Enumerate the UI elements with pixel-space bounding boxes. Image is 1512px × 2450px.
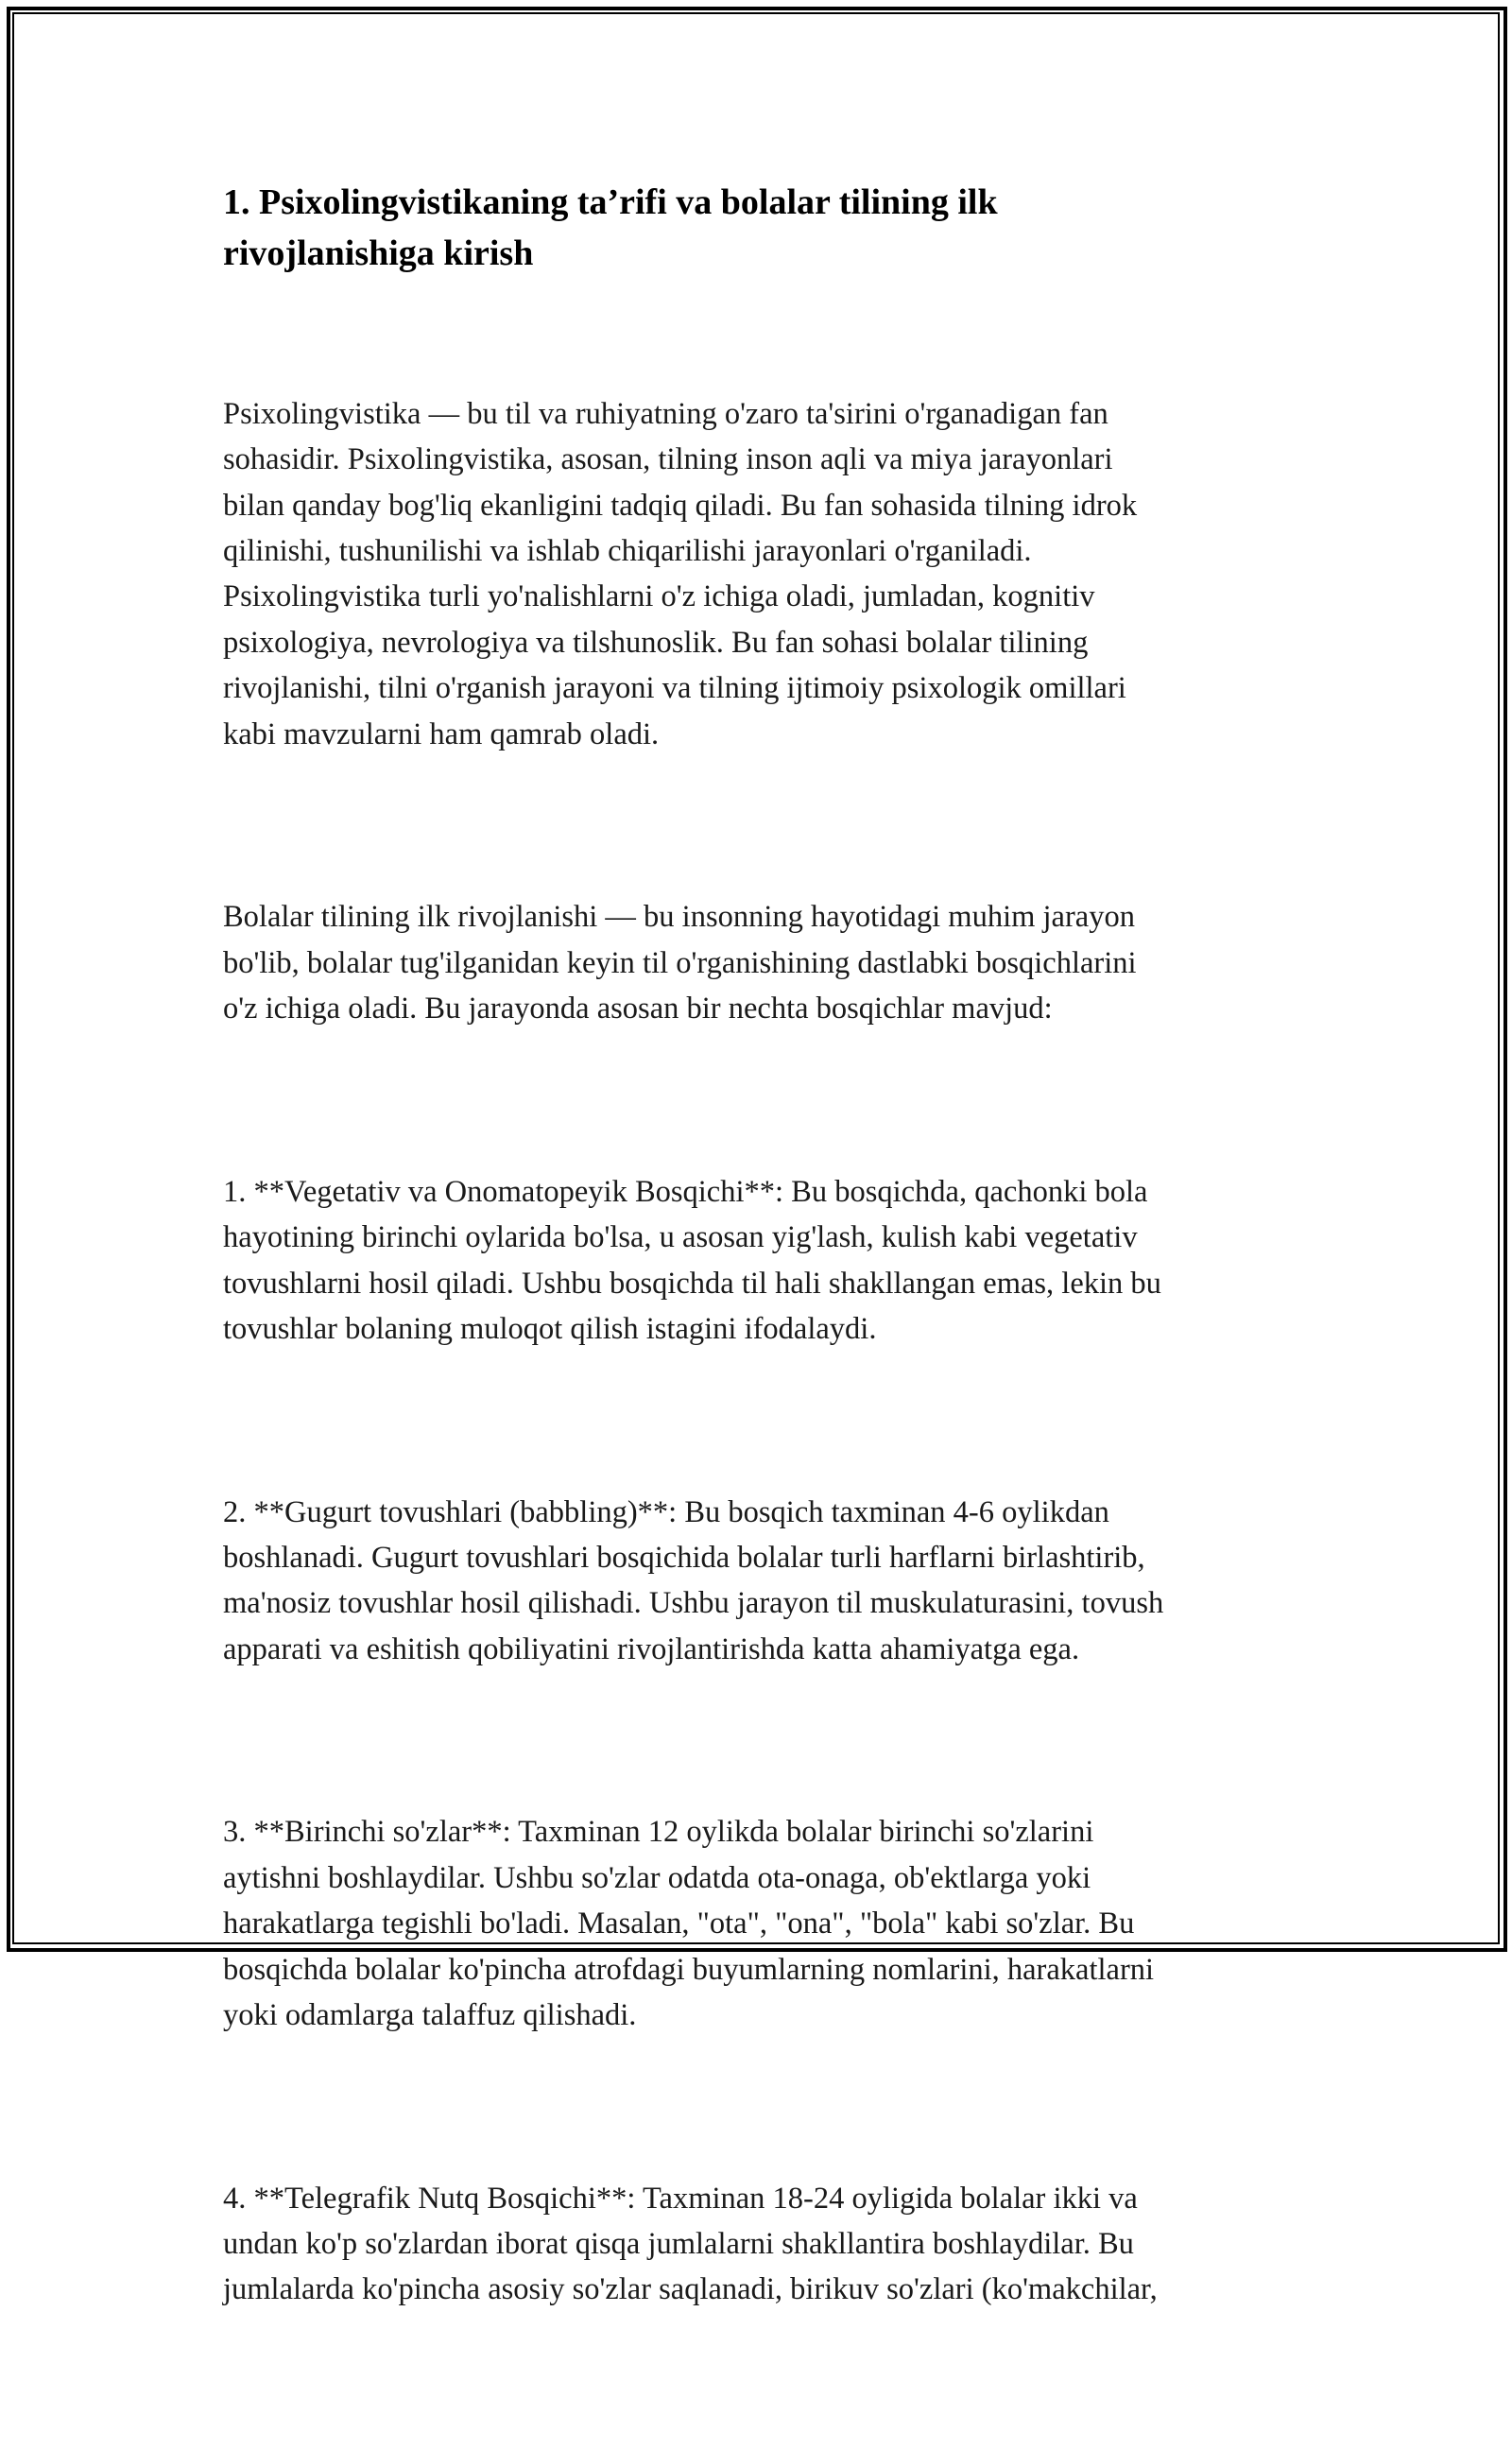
paragraph-stage-2: 2. **Gugurt tovushlari (babbling)**: Bu bosqich taxminan 4-6 oylikdan boshlanadi. Gugurt tovushlari bosqichida bolalar turli harflarni birlashtirib, ma'nosiz tovushlar hosil qilishadi. Ushbu jarayon til muskulaturasini, tovush apparati va eshitish qobiliyatini rivojlantirishda katta ahamiyatga ega. xyxy=(223,1494,1164,1666)
document-content xyxy=(223,177,1300,2450)
paragraph-intro-development: Bolalar tilining ilk rivojlanishi — bu insonning hayotidagi muhim jarayon bo'lib, bolalar tug'ilganidan keyin til o'rganishining dastlabki bosqichlarini o'z ichiga oladi. Bu jarayonda asosan bir nechta bosqichlar mavjud: xyxy=(223,900,1137,1027)
paragraph-stage-1: 1. **Vegetativ va Onomatopeyik Bosqichi**: Bu bosqichda, qachonki bola hayotining birinchi oylarida bo'lsa, u asosan yig'lash, kulish kabi vegetativ tovushlarni hosil qiladi. Ushbu bosqichda til hali shakllangan emas, lekin bu tovushlar bolaning muloqot qilish istagini ifodalaydi. xyxy=(223,1174,1161,1346)
paragraph-stage-4: 4. **Telegrafik Nutq Bosqichi**: Taxminan 18-24 oyligida bolalar ikki va undan ko'p so'zlardan iborat qisqa jumlalarni shakllantira boshlaydilar. Bu jumlalarda ko'pincha asosiy so'zlar saqlanadi, birikuv so'zlari (ko'makchilar, xyxy=(223,2181,1158,2307)
document-title: 1. Psixolingvistikaning ta’rifi va bolalar tilining ilk rivojlanishiga kirish xyxy=(223,182,998,273)
paragraph-definition: Psixolingvistika — bu til va ruhiyatning o'zaro ta'sirini o'rganadigan fan sohasidir. Psixolingvistika, asosan, tilning inson aqli va miya jarayonlari bilan qanday bog'liq ekanligini tadqiq qiladi. Bu fan sohasida tilning idrok qilinishi, tushunilishi va ishlab chiqarilishi jarayonlari o'rganiladi. Psixolingvistika turli yo'nalishlarni o'z ichiga oladi, jumladan, kognitiv psixologiya, nevrologiya va tilshunoslik. Bu fan sohasi bolalar tilining rivojlanishi, tilni o'rganish jarayoni va tilning ijtimoiy psixologik omillari kabi mavzularni ham qamrab oladi. xyxy=(223,396,1138,751)
document-body xyxy=(223,300,1300,2450)
paragraph-stage-3: 3. **Birinchi so'zlar**: Taxminan 12 oylikda bolalar birinchi so'zlarini aytishni boshlaydilar. Ushbu so'zlar odatda ota-onaga, ob'ektlarga yoki harakatlarga tegishli bo'ladi. Masalan, "ota", "ona", "bola" kabi so'zlar. Bu bosqichda bolalar ko'pincha atrofdagi buyumlarning nomlarini, harakatlarni yoki odamlarga talaffuz qilishadi. xyxy=(223,1815,1155,2032)
